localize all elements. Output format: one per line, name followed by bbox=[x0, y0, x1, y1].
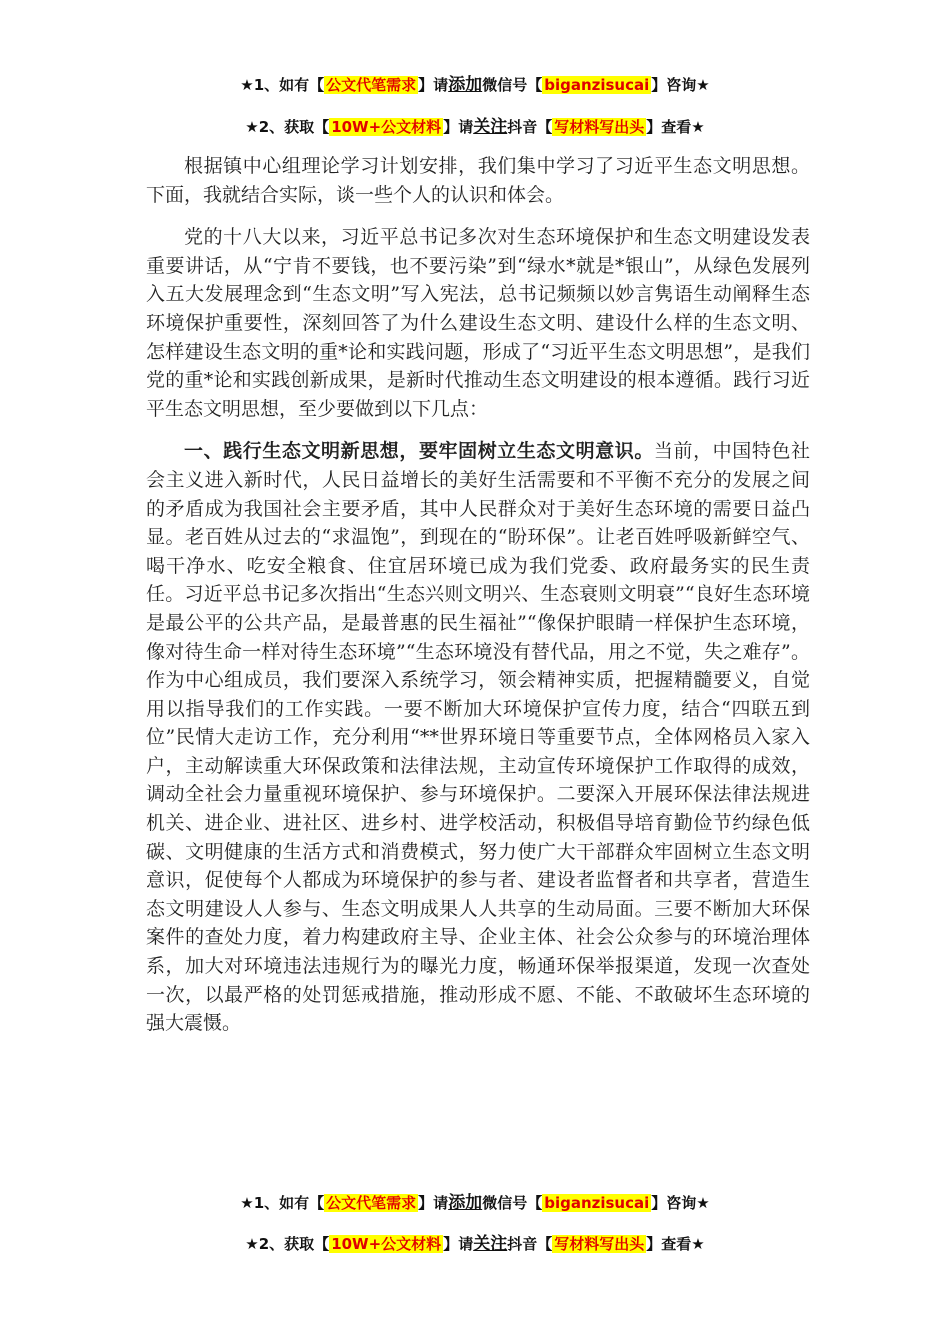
banner-text: ★1、如有【 bbox=[240, 76, 325, 94]
banner-highlight: 公文代笔需求 bbox=[326, 76, 417, 94]
banner-highlight-wechat-id: biganzisucai bbox=[544, 1194, 650, 1212]
footer-banner-line2 bbox=[0, 1229, 950, 1254]
section-heading: 一、践行生态文明新思想，要牢固树立生态文明意识。 bbox=[184, 440, 654, 463]
paragraph-section-one bbox=[146, 437, 810, 1037]
banner-underlined: 添加 bbox=[448, 75, 483, 95]
banner-text: ★2、获取【 bbox=[245, 118, 330, 136]
banner-text: 】查看★ bbox=[646, 118, 705, 136]
banner-highlight-douyin: 写材料写出头 bbox=[554, 118, 645, 136]
banner-highlight-douyin: 写材料写出头 bbox=[554, 1235, 645, 1253]
banner-highlight: 10W+公文材料 bbox=[331, 118, 442, 136]
banner-highlight: 公文代笔需求 bbox=[326, 1194, 417, 1212]
paragraph-background: 党的十八大以来，习近平总书记多次对生态环境保护和生态文明建设发表重要讲话，从“宁肯不要钱，也不要污染”到“绿水*就是*银山”，从绿色发展列入五大发展理念到“生态文明”写入宪法，总书记频频以妙言隽语生动阐释生态环境保护重要性，深刻回答了为什么建设生态文明、建设什么样的生态文明、怎样建设生态文明的重*论和实践问题，形成了“习近平生态文明思想”，是我们党的重*论和实践创新成果，是新时代推动生态文明建设的根本遵循。践行习近平生态文明思想，至少要做到以下几点： bbox=[146, 226, 810, 420]
banner-underlined: 关注 bbox=[473, 117, 508, 137]
banner-text: 】查看★ bbox=[646, 1235, 705, 1253]
banner-text: ★2、获取【 bbox=[245, 1235, 330, 1253]
header-banner-line2 bbox=[0, 112, 950, 137]
banner-highlight: 10W+公文材料 bbox=[331, 1235, 442, 1253]
banner-text: 】请 bbox=[418, 1194, 449, 1212]
document-body bbox=[146, 152, 810, 1052]
banner-underlined: 添加 bbox=[448, 1193, 483, 1213]
banner-text: 微信号【 bbox=[482, 76, 543, 94]
banner-text: 】请 bbox=[443, 118, 474, 136]
banner-text: 】请 bbox=[418, 76, 449, 94]
banner-text: 抖音【 bbox=[507, 1235, 553, 1253]
banner-text: 微信号【 bbox=[482, 1194, 543, 1212]
banner-text: 】咨询★ bbox=[651, 76, 710, 94]
banner-text: 】请 bbox=[443, 1235, 474, 1253]
banner-text: ★1、如有【 bbox=[240, 1194, 325, 1212]
banner-highlight-wechat-id: biganzisucai bbox=[544, 76, 650, 94]
banner-text: 抖音【 bbox=[507, 118, 553, 136]
banner-text: 】咨询★ bbox=[651, 1194, 710, 1212]
header-banner-line1 bbox=[0, 70, 950, 95]
paragraph-intro: 根据镇中心组理论学习计划安排，我们集中学习了习近平生态文明思想。下面，我就结合实际，谈一些个人的认识和体会。 bbox=[146, 155, 810, 206]
banner-underlined: 关注 bbox=[473, 1234, 508, 1254]
footer-banner-line1 bbox=[0, 1188, 950, 1213]
section-text: 当前，中国特色社会主义进入新时代，人民日益增长的美好生活需要和不平衡不充分的发展之间的矛盾成为我国社会主要矛盾，其中人民群众对于美好生态环境的需要日益凸显。老百姓从过去的“求温饱”，到现在的“盼环保”。让老百姓呼吸新鲜空气、喝干净水、吃安全粮食、住宜居环境已成为我们党委、政府最务实的民生责任。习近平总书记多次指出“生态兴则文明兴、生态衰则文明衰”“良好生态环境是最公平的公共产品，是最普惠的民生福祉”“像保护眼睛一样保护生态环境，像对待生命一样对待生态环境”“生态环境没有替代品，用之不觉，失之难存”。作为中心组成员，我们要深入系统学习，领会精神实质，把握精髓要义，自觉用以指导我们的工作实践。一要不断加大环境保护宣传力度，结合“四联五到位”民情大走访工作，充分利用“**世界环境日等重要节点，全体网格员入家入户，主动解读重大环保政策和法律法规，主动宣传环境保护工作取得的成效，调动全社会力量重视环境保护、参与环境保护。二要深入开展环保法律法规进机关、进企业、进社区、进乡村、进学校活动，积极倡导培育勤俭节约绿色低碳、文明健康的生活方式和消费模式，努力使广大干部群众牢固树立生态文明意识，促使每个人都成为环境保护的参与者、建设者监督者和共享者，营造生态文明建设人人参与、生态文明成果人人共享的生动局面。三要不断加大环保案件的查处力度，着力构建政府主导、企业主体、社会公众参与的环境治理体系，加大对环境违法违规行为的曝光力度，畅通环保举报渠道，发现一次查处一次，以最严格的处罚惩戒措施，推动形成不愿、不能、不敢破坏生态环境的强大震慑。 bbox=[146, 440, 810, 1035]
